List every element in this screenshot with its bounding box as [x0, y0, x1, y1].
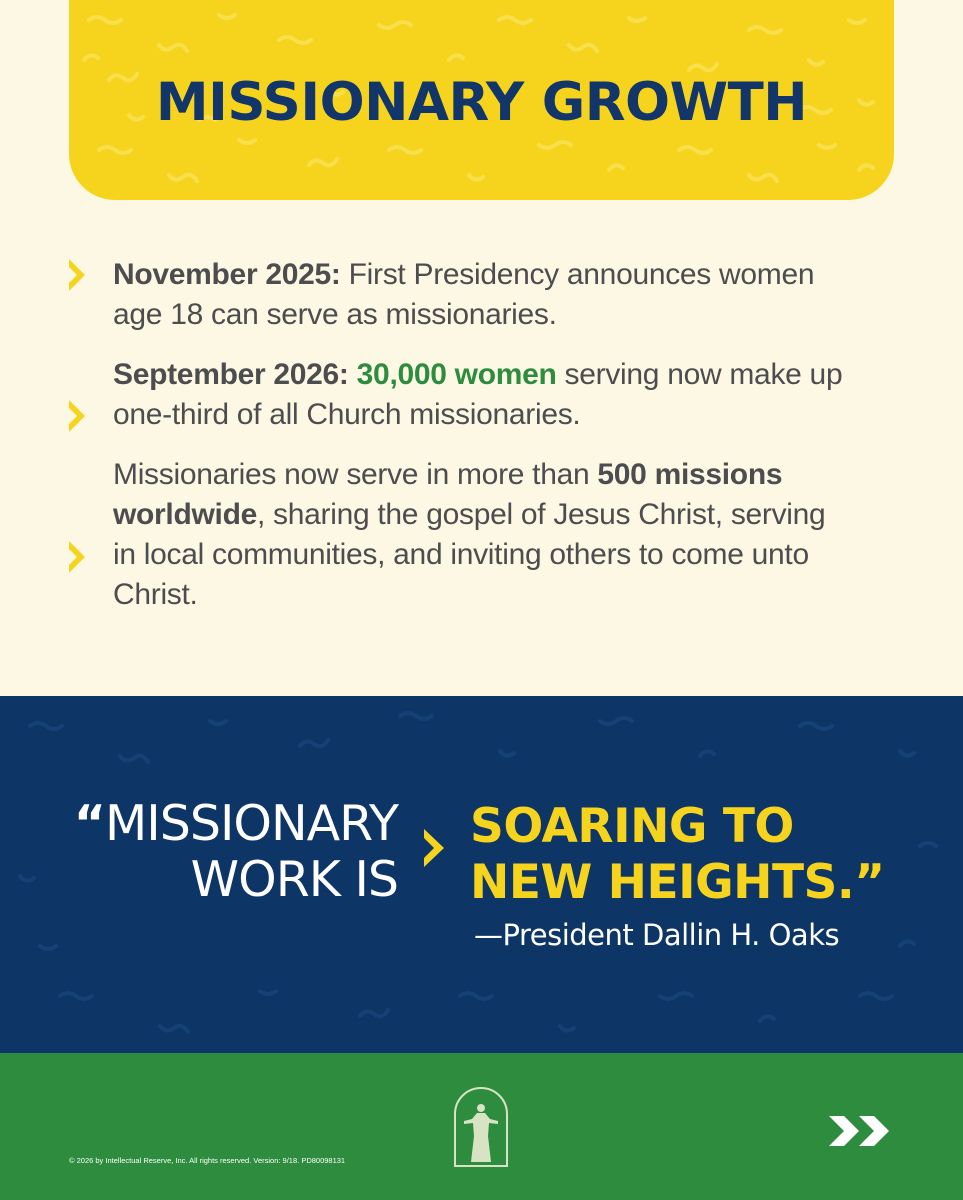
double-chevron-right-icon[interactable]	[829, 1116, 895, 1146]
chevron-right-icon	[69, 541, 85, 573]
copyright-notice: © 2026 by Intellectual Reserve, Inc. All rights reserved. Version: 9/18. PD80098131	[69, 1156, 346, 1165]
quote-line-1: MISSIONARY	[105, 795, 398, 852]
quote-right-text	[470, 799, 885, 911]
chevron-right-icon	[424, 829, 444, 867]
timeline-description: , sharing the gospel of Jesus Christ, serving in local communities, and inviting others to come unto Christ.	[113, 498, 826, 611]
open-quote-mark: “	[73, 795, 106, 852]
quote-line-2: WORK IS	[190, 851, 398, 908]
quote-panel	[0, 696, 963, 1053]
quote-line-4: NEW HEIGHTS.”	[470, 855, 885, 910]
chevron-right-icon	[69, 259, 85, 291]
page-title: MISSIONARY GROWTH	[155, 72, 808, 133]
timeline-text	[113, 455, 853, 615]
quote-left-text	[74, 796, 398, 908]
footer	[0, 1053, 963, 1200]
timeline-date: September 2026:	[113, 358, 349, 391]
timeline-description: First Presidency announces women age 18 can serve as missionaries.	[113, 258, 815, 331]
timeline-text	[113, 355, 853, 435]
title-banner	[69, 0, 894, 200]
timeline-date: November 2025:	[113, 258, 341, 291]
quote-line-3: SOARING TO	[470, 799, 794, 854]
chevron-right-icon	[69, 400, 85, 432]
quote-attribution: —President Dallin H. Oaks	[474, 918, 840, 952]
timeline-description: serving now make up one-third of all Church missionaries.	[113, 358, 843, 431]
timeline-highlight: 500 missions worldwide	[113, 458, 783, 531]
timeline-description-pre: Missionaries now serve in more than	[113, 458, 598, 491]
timeline-highlight: 30,000 women	[356, 358, 557, 391]
timeline-text	[113, 255, 853, 335]
christus-statue-logo-icon	[452, 1086, 510, 1168]
